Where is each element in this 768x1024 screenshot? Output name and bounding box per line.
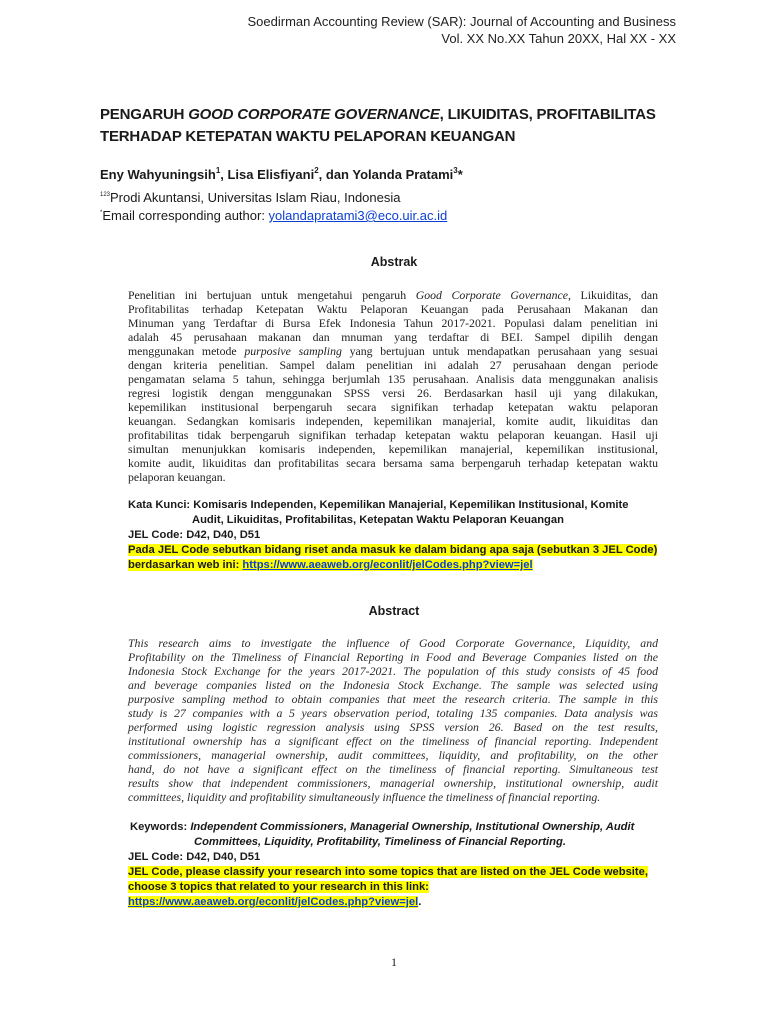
abstract-line: purposive sampling method to obtain companies that meet the research criteria. The sample in this <box>128 692 658 706</box>
jel-code-en: JEL Code: D42, D40, D51 <box>128 851 261 863</box>
jel-note-text: JEL Code, please classify your research into some topics that are listed on the JEL Code website, <box>128 866 648 878</box>
jel-note-en <box>128 865 688 880</box>
page-number: 1 <box>391 955 397 969</box>
abstrak-text: adalah 45 perusahaan makanan dan mnuman yang terdaftar di BEI. Sampel dipilih dengan <box>128 330 658 344</box>
abstrak-line <box>128 372 658 386</box>
affiliation-text: Prodi Akuntansi, Universitas Islam Riau, Indonesia <box>110 190 401 205</box>
jel-note-en <box>128 895 688 910</box>
abstrak-text: menggunakan metode <box>128 344 245 358</box>
jel-link-id[interactable]: https://www.aeaweb.org/econlit/jelCodes.php?view=jel <box>242 559 533 571</box>
abstrak-text: pengamatan selama 5 tahun, sehingga berjumlah 135 perusahaan. Analisis data menggunakan analisis <box>128 372 658 386</box>
kata-kunci-text: Komisaris Independen, Kepemilikan Manajerial, Kepemilikan Institusional, Komite <box>193 499 629 511</box>
journal-volume: Vol. XX No.XX Tahun 20XX, Hal XX - XX <box>441 31 676 46</box>
abstrak-line <box>128 442 658 456</box>
author-name: Eny Wahyuningsih <box>100 167 216 182</box>
abstrak-line <box>128 428 658 442</box>
abstrak-text: kepemilikan institusional berpengaruh secara signifikan terhadap ketepatan waktu pelaporan <box>128 400 658 414</box>
email-superscript: * <box>100 210 103 216</box>
abstrak-line <box>128 330 658 344</box>
abstrak-text: profitabilitas tidak berpengaruh signifikan terhadap ketepatan waktu pelaporan keuangan. Hasil uji <box>128 428 658 442</box>
abstrak-text: Penelitian ini bertujuan untuk mengetahui pengaruh <box>128 288 416 302</box>
journal-name: Soedirman Accounting Review (SAR): Journal of Accounting and Business <box>247 14 676 29</box>
jel-link-en[interactable]: https://www.aeaweb.org/econlit/jelCodes.php?view=jel <box>128 896 419 908</box>
abstrak-body <box>128 288 658 484</box>
email-link[interactable]: yolandapratami3@eco.uir.ac.id <box>268 208 448 223</box>
abstrak-text: pelaporan keuangan. <box>128 470 226 484</box>
author-superscript: 2 <box>314 166 319 175</box>
abstrak-text: Minuman yang Terdaftar di Bursa Efek Indonesia Tahun 2017-2021. Populasi dalam penelitian ini <box>128 316 658 330</box>
title-part: , LIKUIDITAS, PROFITABILITAS TERHADAP KETEPATAN WAKTU PELAPORAN KEUANGAN <box>100 106 656 145</box>
corresponding-marker: * <box>457 167 463 182</box>
keywords-label: Keywords: <box>130 821 191 833</box>
author-name: , dan Yolanda Pratami <box>318 167 454 182</box>
kata-kunci-block <box>128 498 688 573</box>
abstract-line: and beverage companies listed on the Indonesia Stock Exchange. The sample was selected using <box>128 678 658 692</box>
abstract-line: results show that independent commissioners, managerial ownership, institutional ownership, audit <box>128 776 658 790</box>
keywords-text: Independent Commissioners, Managerial Ownership, Institutional Ownership, Audit <box>190 821 635 833</box>
abstrak-line <box>128 456 658 470</box>
kata-kunci-label: Kata Kunci: <box>128 499 194 511</box>
abstrak-line <box>128 386 658 400</box>
abstrak-line <box>128 288 658 302</box>
abstract-line: performed using logistic regression analysis using SPSS version 26. Based on the test results, <box>128 720 658 734</box>
abstrak-text: dengan kriteria penelitian. Sampel dalam penelitian ini adalah 27 perusahaan dengan periode <box>128 358 658 372</box>
abstrak-text: , Likuiditas, dan <box>567 288 658 302</box>
abstrak-text: regresi logistik dengan menggunakan SPSS versi 26. Berdasarkan hasil uji yang dilakukan, <box>128 386 658 400</box>
affiliation-superscript: 123 <box>100 192 111 198</box>
jel-block-en <box>128 850 688 910</box>
corresponding-email <box>100 204 447 225</box>
abstrak-text: komite audit, likuiditas dan profitabilitas secara bersama sama berpengaruh terhadap ketepatan waktu <box>128 456 658 470</box>
abstract-line: committees, liquidity and profitability simultaneously influence the timeliness of financial reporting. <box>128 790 601 804</box>
abstract-line: institutional ownership has a significant effect on the timeliness of financial reporting. Independent <box>128 734 658 748</box>
kata-kunci-line <box>128 498 688 513</box>
title-italic-part: GOOD CORPORATE GOVERNANCE <box>188 106 440 123</box>
email-label: Email corresponding author: <box>102 208 269 223</box>
title-part: PENGARUH <box>100 106 189 123</box>
jel-note-id <box>128 543 688 558</box>
author-superscript: 1 <box>215 166 221 175</box>
abstrak-text: simultan menunjukkan komisaris independen, kepemilikan manajerial, kepemilikan institusional, <box>128 442 658 456</box>
jel-code-id: JEL Code: D42, D40, D51 <box>128 529 261 541</box>
abstrak-line <box>128 414 658 428</box>
abstrak-heading: Abstrak <box>370 255 418 269</box>
jel-note-en <box>128 880 688 895</box>
abstrak-line <box>128 344 658 358</box>
abstrak-line <box>128 470 658 484</box>
abstract-line: study is 27 companies with a 5 years observation period, totaling 135 companies. Data analysis was <box>128 706 658 720</box>
jel-note-id <box>128 558 688 573</box>
jel-note-text: berdasarkan web ini: <box>128 559 243 571</box>
jel-note-end: . <box>418 896 422 908</box>
keywords-line <box>130 820 690 835</box>
abstrak-text: yang bertujuan untuk mendapatkan perusahaan yang sesuai <box>341 344 659 358</box>
keywords-block <box>130 820 690 850</box>
abstract-line: hand, do not have a significant effect on the timeliness of financial reporting. Simultaneous test <box>128 762 658 776</box>
abstract-line: Profitability on the Timeliness of Financial Reporting in Food and Beverage Companies listed on the <box>128 650 658 664</box>
abstrak-line <box>128 302 658 316</box>
abstrak-italic-term: purposive sampling <box>244 344 342 358</box>
author-list <box>100 162 463 184</box>
abstrak-italic-term: Good Corporate Governance <box>415 288 568 302</box>
jel-note-text: choose 3 topics that related to your research in this link: <box>128 881 429 893</box>
keywords-line: Committees, Liquidity, Profitability, Timeliness of Financial Reporting. <box>194 836 566 848</box>
abstrak-line <box>128 400 658 414</box>
abstrak-line <box>128 316 658 330</box>
jel-note-text: Pada JEL Code sebutkan bidang riset anda masuk ke dalam bidang apa saja (sebutkan 3 JEL Code) <box>128 544 658 556</box>
abstrak-text: keuangan. Sedangkan komisaris independen, kepemilikan manajerial, komite audit, likuiditas dan <box>128 414 658 428</box>
abstract-line: Indonesia Stock Exchange for the years 2017-2021. The population of this study consists of 45 food <box>128 664 658 678</box>
author-name: , Lisa Elisfiyani <box>220 167 315 182</box>
paper-title <box>100 104 690 148</box>
abstract-heading: Abstract <box>368 604 420 618</box>
author-superscript: 3 <box>453 166 458 175</box>
abstract-line: This research aims to investigate the influence of Good Corporate Governance, Liquidity, and <box>128 636 658 650</box>
abstract-body <box>128 636 658 804</box>
kata-kunci-line: Audit, Likuiditas, Profitabilitas, Ketepatan Waktu Pelaporan Keuangan <box>192 514 564 526</box>
abstrak-text: Profitabilitas terhadap Ketepatan Waktu Pelaporan Keuangan pada Perusahaan Makanan dan <box>128 302 658 316</box>
abstrak-line <box>128 358 658 372</box>
abstract-line: commissioners, managerial ownership, audit committees, liquidity, and profitability, on the other <box>128 748 658 762</box>
journal-header <box>247 13 676 47</box>
